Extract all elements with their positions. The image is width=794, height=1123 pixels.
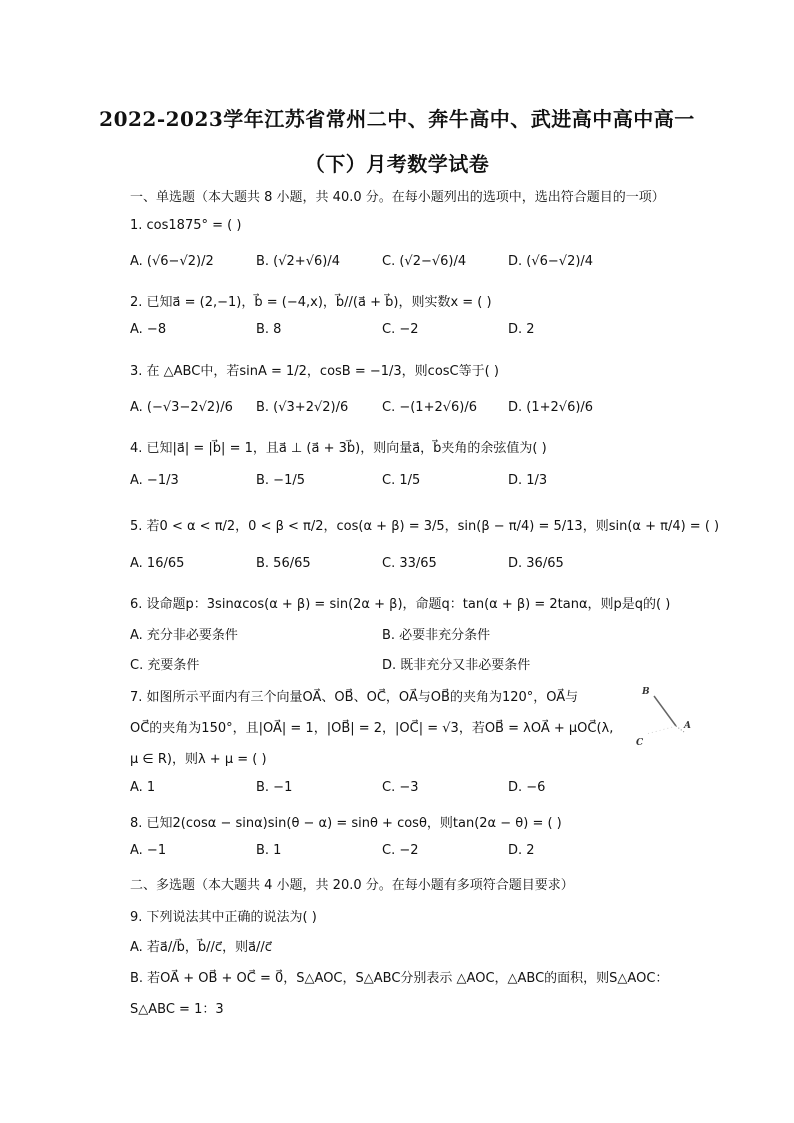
question-3-option-a: A. (−√3−2√2)/6 xyxy=(130,400,233,415)
question-7-stem-line2: OC⃗的夹角为150°，且|OA⃗| = 1，|OB⃗| = 2，|OC⃗| = √3，若OB⃗ = λOA⃗ + μOC⃗(λ, xyxy=(130,721,614,736)
question-3-option-c: C. −(1+2√6)/6 xyxy=(382,400,478,415)
exam-title-line2: （下）月考数学试卷 xyxy=(304,152,490,176)
question-6-option-a: A. 充分非必要条件 xyxy=(130,628,238,643)
question-6-option-b: B. 必要非充分条件 xyxy=(382,628,491,643)
question-1-option-d: D. (√6−√2)/4 xyxy=(508,254,594,269)
question-7-stem-line1: 7. 如图所示平面内有三个向量OA⃗、OB⃗、OC⃗，OA⃗与OB⃗的夹角为120°，OA⃗与 xyxy=(130,690,579,705)
question-1-option-c: C. (√2−√6)/4 xyxy=(382,254,467,269)
question-4-option-c: C. 1/5 xyxy=(382,473,421,488)
question-7-option-b: B. −1 xyxy=(256,780,293,795)
vector-ob-line xyxy=(654,696,676,726)
question-9-stem: 9. 下列说法其中正确的说法为( ) xyxy=(130,910,317,925)
question-7-option-d: D. −6 xyxy=(508,780,546,795)
question-9-option-b-line2: S△ABC = 1：3 xyxy=(130,1002,224,1017)
question-8-option-b: B. 1 xyxy=(256,843,282,858)
question-5-option-d: D. 36/65 xyxy=(508,556,564,571)
question-6-option-c: C. 充要条件 xyxy=(130,658,200,673)
question-2-option-a: A. −8 xyxy=(130,322,167,337)
question-4-option-a: A. −1/3 xyxy=(130,473,179,488)
question-2-option-c: C. −2 xyxy=(382,322,419,337)
question-5-stem: 5. 若0 < α < π/2，0 < β < π/2，cos(α + β) = 3/5，sin(β − π/4) = 5/13，则sin(α + π/4) = ( ) xyxy=(130,519,720,534)
question-3-stem: 3. 在 △ABC中，若sinA = 1/2，cosB = −1/3，则cosC等于( ) xyxy=(130,364,499,379)
question-9-option-a: A. 若a⃗//b⃗，b⃗//c⃗，则a⃗//c⃗ xyxy=(130,940,272,955)
question-1-stem: 1. cos1875° = ( ) xyxy=(130,218,242,233)
question-8-option-c: C. −2 xyxy=(382,843,419,858)
point-c-label: C xyxy=(636,738,644,748)
question-7-option-c: C. −3 xyxy=(382,780,419,795)
question-2-option-d: D. 2 xyxy=(508,322,535,337)
question-7-option-a: A. 1 xyxy=(130,780,156,795)
point-b-label: B xyxy=(642,687,650,697)
question-2-option-b: B. 8 xyxy=(256,322,282,337)
question-5-option-b: B. 56/65 xyxy=(256,556,311,571)
question-4-stem: 4. 已知|a⃗| = |b⃗| = 1，且a⃗ ⊥ (a⃗ + 3b⃗)，则向量a⃗，b⃗夹角的余弦值为( ) xyxy=(130,441,547,456)
question-1-option-a: A. (√6−√2)/2 xyxy=(130,254,214,269)
question-2-stem: 2. 已知a⃗ = (2,−1)，b⃗ = (−4,x)，b⃗//(a⃗ + b⃗)，则实数x = ( ) xyxy=(130,295,492,310)
point-a-label: A xyxy=(684,721,691,731)
section-single-choice: 一、单选题（本大题共 8 小题，共 40.0 分。在每小题列出的选项中，选出符合题目的一项） xyxy=(130,190,665,205)
vector-oa-line xyxy=(676,726,684,732)
exam-title-line1: 2022-2023学年江苏省常州二中、奔牛高中、武进高中高中高一 xyxy=(99,107,695,131)
question-4-option-d: D. 1/3 xyxy=(508,473,548,488)
vector-oc-line xyxy=(646,726,676,734)
question-5-option-a: A. 16/65 xyxy=(130,556,185,571)
question-8-option-d: D. 2 xyxy=(508,843,535,858)
question-1-option-b: B. (√2+√6)/4 xyxy=(256,254,340,269)
question-4-option-b: B. −1/5 xyxy=(256,473,305,488)
question-3-option-d: D. (1+2√6)/6 xyxy=(508,400,594,415)
question-7-stem-line3: μ ∈ R)，则λ + μ = ( ) xyxy=(130,752,267,767)
question-6-option-d: D. 既非充分又非必要条件 xyxy=(382,658,531,673)
section-multiple-choice: 二、多选题（本大题共 4 小题，共 20.0 分。在每小题有多项符合题目要求） xyxy=(130,878,574,893)
question-9-option-b-line1: B. 若OA⃗ + OB⃗ + OC⃗ = 0⃗，S△AOC，S△ABC分别表示 △AOC，△ABC的面积，则S△AOC： xyxy=(130,971,669,986)
question-8-stem: 8. 已知2(cosα − sinα)sin(θ − α) = sinθ + cosθ，则tan(2α − θ) = ( ) xyxy=(130,816,562,831)
question-8-option-a: A. −1 xyxy=(130,843,167,858)
question-6-stem: 6. 设命题p：3sinαcos(α + β) = sin(2α + β)，命题q：tan(α + β) = 2tanα，则p是q的( ) xyxy=(130,597,671,612)
question-5-option-c: C. 33/65 xyxy=(382,556,437,571)
vector-figure xyxy=(632,682,696,752)
question-3-option-b: B. (√3+2√2)/6 xyxy=(256,400,349,415)
